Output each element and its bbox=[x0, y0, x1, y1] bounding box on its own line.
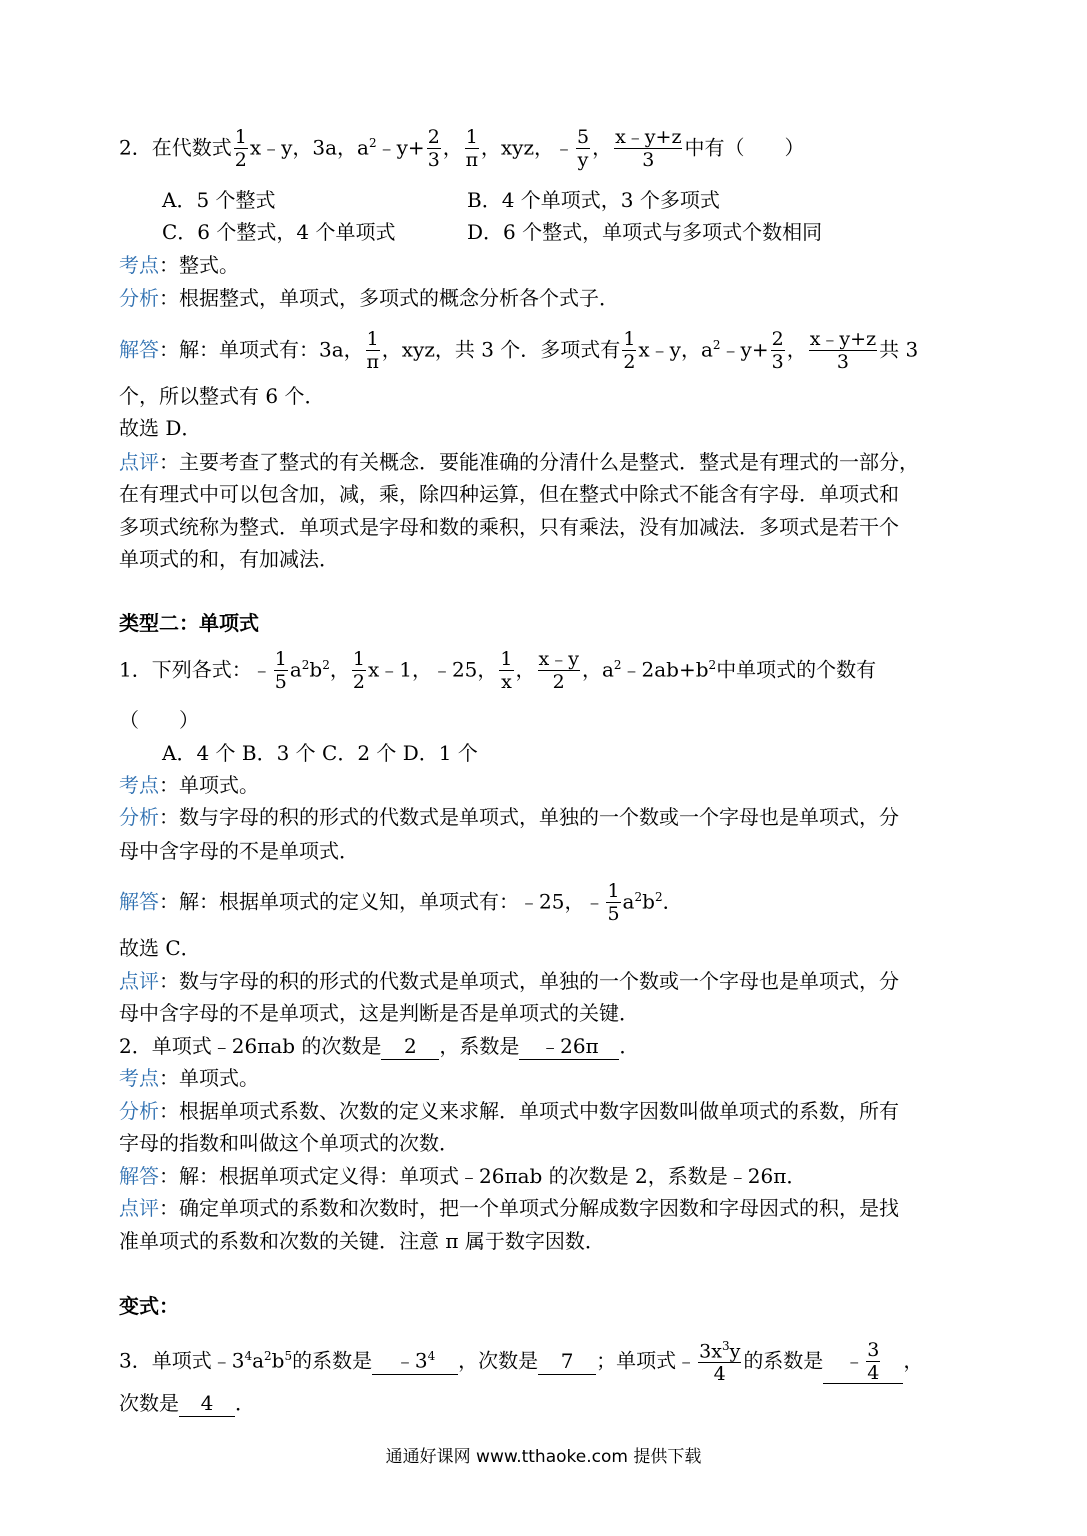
s2q1-kaodian: 考点：单项式。 bbox=[119, 773, 259, 797]
fraction: $\frac{3x^3y}{4}$ bbox=[699, 1339, 741, 1386]
s3q3-line2: 次数是 4 ． bbox=[119, 1391, 255, 1415]
fraction: $\frac{1}{2}$ bbox=[352, 648, 365, 693]
s2q1-guxuan: 故选 C． bbox=[119, 936, 201, 960]
s3q3-stem: 3．单项式$﹣3^4a^2b^5$的系数是 $﹣3^4$ ，次数是 7 ；单项式﹣ $\frac{3x^3y}{4}$ 的系数是 ﹣ $\frac{3}{4}$ ， bbox=[119, 1339, 924, 1386]
fraction: $\frac{3}{4}$ bbox=[867, 1339, 880, 1385]
q2-option-c: C．6 个整式，4 个单项式 bbox=[162, 220, 396, 244]
s2q1-options: A．4 个 B．3 个 C．2 个 D．1 个 bbox=[162, 741, 478, 765]
q2-fenxi: 分析：根据整式，单项式，多项式的概念分析各个式子． bbox=[119, 286, 619, 310]
s2q2-fenxi: 分析：根据单项式系数、次数的定义来求解．单项式中数字因数叫做单项式的系数，所有 bbox=[119, 1099, 899, 1123]
q2-option-b: B．4 个单项式，3 个多项式 bbox=[467, 188, 720, 212]
q2-dianping-line3: 多项式统称为整式．单项式是字母和数的乘积，只有乘法，没有加减法．多项式是若干个 bbox=[119, 515, 899, 539]
s2q2-kaodian: 考点：单项式。 bbox=[119, 1066, 259, 1090]
q2-guxuan: 故选 D． bbox=[119, 416, 202, 440]
answer-blank: ﹣ $\frac{3}{4}$ bbox=[823, 1341, 903, 1384]
q2-option-d: D．6 个整式，单项式与多项式个数相同 bbox=[467, 220, 823, 244]
fraction: $\frac{1}{2}$ bbox=[234, 126, 247, 171]
section-heading: 类型二：单项式 bbox=[119, 611, 259, 635]
answer-blank: 2 bbox=[381, 1033, 439, 1060]
answer-blank: 4 bbox=[179, 1390, 235, 1417]
section-heading: 变式： bbox=[119, 1294, 179, 1318]
fraction: $\frac{1}{2}$ bbox=[623, 328, 636, 373]
s2q2-dianping: 点评：确定单项式的系数和次数时，把一个单项式分解成数字因数和字母因式的积，是找 bbox=[119, 1196, 899, 1220]
s2q1-stem: 1．下列各式：﹣ $\frac{1}{5}$ $a^2b^2$， $\frac{1}{2}$ x﹣1，﹣25， $\frac{1}{x}$ ， $\frac{x﹣y}{2}$ ，$a^2﹣2ab+b^2$中单项式的个数有 bbox=[119, 648, 877, 693]
s2q1-fenxi-line2: 母中含字母的不是单项式． bbox=[119, 839, 359, 863]
s2q1-jieda: 解答：解：根据单项式的定义知，单项式有：﹣25，﹣ $\frac{1}{5}$ $a^2b^2$． bbox=[119, 880, 683, 925]
fraction: $\frac{x﹣y+z}{3}$ bbox=[809, 328, 877, 373]
q2-dianping-line2: 在有理式中可以包含加，减，乘，除四种运算，但在整式中除式不能含有字母．单项式和 bbox=[119, 482, 899, 506]
fraction: $\frac{1}{5}$ bbox=[607, 880, 620, 925]
fraction: $\frac{1}{x}$ bbox=[500, 648, 513, 693]
answer-blank: ﹣26π bbox=[519, 1033, 619, 1060]
s2q1-paren: （ ） bbox=[119, 708, 199, 732]
q2-jieda-line2: 个，所以整式有 6 个． bbox=[119, 384, 325, 408]
q2-option-a: A．5 个整式 bbox=[162, 188, 276, 212]
q2-jieda: 解答：解：单项式有：3a， $\frac{1}{\pi}$ ，xyz，共 3 个．多项式有 $\frac{1}{2}$ x﹣y，$a^2﹣y+$ $\frac{2}{3}$ ， $\frac{x﹣y+z}{3}$ 共 3 bbox=[119, 328, 919, 373]
fraction: $\frac{2}{3}$ bbox=[771, 328, 784, 373]
fraction: $\frac{5}{y}$ bbox=[577, 126, 590, 171]
q2-stem: 2．在代数式 $\frac{1}{2}$ x﹣y，3a，$a^2﹣y+$ $\frac{2}{3}$ ， $\frac{1}{\pi}$ ，xyz，﹣ $\frac{5}{y}$ ， $\frac{x﹣y+z}{3}$ 中有（ ） bbox=[119, 126, 805, 171]
fraction: $\frac{2}{3}$ bbox=[427, 126, 440, 171]
q2-kaodian: 考点：整式。 bbox=[119, 253, 239, 277]
s2q1-dianping-line2: 母中含字母的不是单项式，这是判断是否是单项式的关键． bbox=[119, 1001, 639, 1025]
answer-blank: $﹣3^4$ bbox=[372, 1343, 458, 1375]
answer-blank: 7 bbox=[538, 1348, 596, 1375]
s2q2-stem: 2．单项式﹣26πab 的次数是 2 ，系数是 ﹣26π ． bbox=[119, 1034, 640, 1058]
fraction: $\frac{x﹣y}{2}$ bbox=[538, 648, 579, 693]
s2q2-fenxi-line2: 字母的指数和叫做这个单项式的次数． bbox=[119, 1131, 459, 1155]
fraction: $\frac{1}{5}$ bbox=[274, 648, 287, 693]
footer: 通通好课网 www.tthaoke.com 提供下载 bbox=[385, 1447, 702, 1467]
s2q1-dianping: 点评：数与字母的积的形式的代数式是单项式，单独的一个数或一个字母也是单项式，分 bbox=[119, 969, 899, 993]
fraction: $\frac{x﹣y+z}{3}$ bbox=[615, 126, 682, 171]
s2q2-jieda: 解答：解：根据单项式定义得：单项式﹣26πab 的次数是 2，系数是﹣26π． bbox=[119, 1164, 807, 1188]
fraction: $\frac{1}{\pi}$ bbox=[465, 126, 479, 171]
q2-dianping: 点评：主要考查了整式的有关概念．要能准确的分清什么是整式．整式是有理式的一部分， bbox=[119, 450, 919, 474]
s2q1-fenxi: 分析：数与字母的积的形式的代数式是单项式，单独的一个数或一个字母也是单项式，分 bbox=[119, 805, 899, 829]
q2-dianping-line4: 单项式的和，有加减法． bbox=[119, 547, 339, 571]
s2q2-dianping-line2: 准单项式的系数和次数的关键．注意 π 属于数字因数． bbox=[119, 1229, 605, 1253]
fraction: $\frac{1}{\pi}$ bbox=[366, 328, 379, 373]
